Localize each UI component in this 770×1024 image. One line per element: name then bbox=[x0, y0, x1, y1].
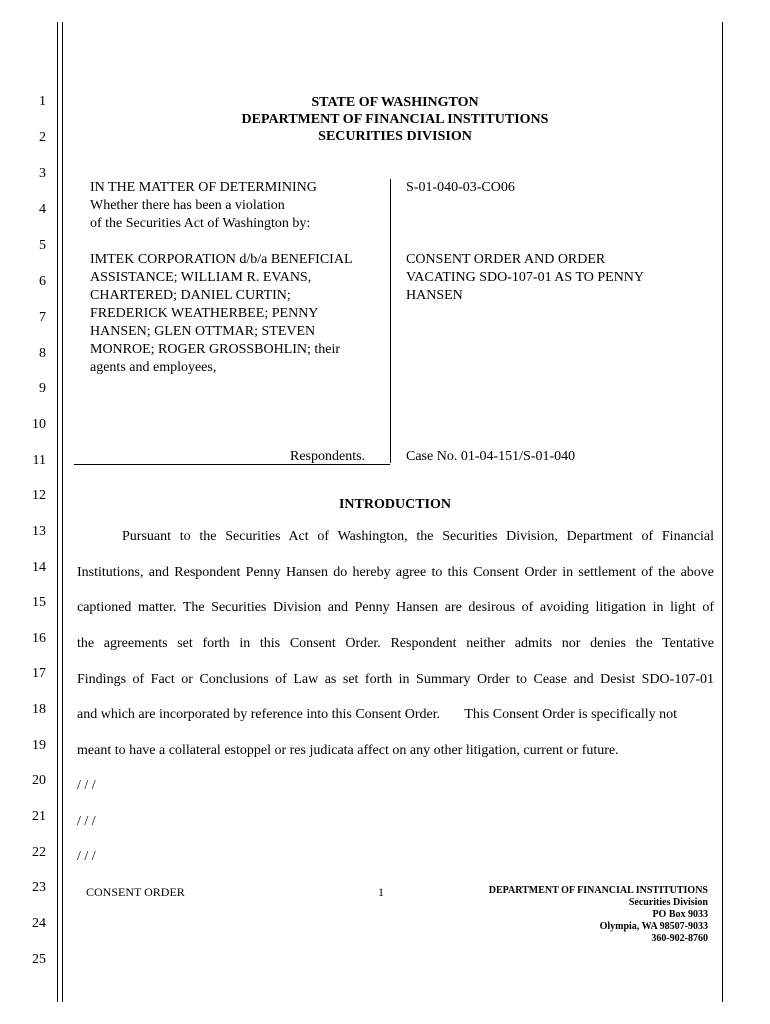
footer-address-line: 360-902-8760 bbox=[651, 933, 708, 944]
caption-text-line: agents and employees, bbox=[90, 360, 217, 375]
line-number: 25 bbox=[32, 952, 46, 967]
caption-text-line: CHARTERED; DANIEL CURTIN; bbox=[90, 288, 291, 303]
line-number: 9 bbox=[39, 381, 46, 396]
body-line: captioned matter. The Securities Division and Penny Hansen are desirous of avoiding litigation in light of bbox=[77, 600, 714, 615]
line-number: 1 bbox=[39, 94, 46, 109]
line-number: 22 bbox=[32, 845, 46, 860]
footer-address-line: Olympia, WA 98507-9033 bbox=[599, 921, 708, 932]
line-number: 12 bbox=[32, 488, 46, 503]
line-number: 23 bbox=[32, 880, 46, 895]
caption-text-line: FREDERICK WEATHERBEE; PENNY bbox=[90, 306, 319, 321]
caption-divider bbox=[390, 179, 391, 463]
line-number: 19 bbox=[32, 738, 46, 753]
body-line: Institutions, and Respondent Penny Hansen do hereby agree to this Consent Order in settlement of the above bbox=[77, 565, 714, 580]
caption-text-line: of the Securities Act of Washington by: bbox=[90, 216, 311, 231]
caption-text-line: HANSEN bbox=[406, 288, 463, 303]
line-number: 14 bbox=[32, 560, 46, 575]
line-number: 3 bbox=[39, 166, 46, 181]
line-number: 21 bbox=[32, 809, 46, 824]
caption-text-line: VACATING SDO-107-01 AS TO PENNY bbox=[406, 270, 645, 285]
line-number: 4 bbox=[39, 202, 46, 217]
caption-text-line: IN THE MATTER OF DETERMINING bbox=[90, 180, 317, 195]
matter-statement bbox=[90, 179, 317, 233]
footer-address-line: PO Box 9033 bbox=[652, 909, 708, 920]
caption-text-line: IMTEK CORPORATION d/b/a BENEFICIAL bbox=[90, 252, 353, 267]
line-number: 24 bbox=[32, 916, 46, 931]
line-number: 16 bbox=[32, 631, 46, 646]
footer-agency-address bbox=[489, 885, 708, 945]
body-line: Pursuant to the Securities Act of Washington, the Securities Division, Department of Financial bbox=[122, 529, 714, 544]
caption-text-line: HANSEN; GLEN OTTMAR; STEVEN bbox=[90, 324, 316, 339]
footer-address-line: Securities Division bbox=[628, 897, 708, 908]
line-number: 18 bbox=[32, 702, 46, 717]
line-number: 11 bbox=[32, 453, 46, 468]
order-title bbox=[406, 251, 644, 305]
line-number: 15 bbox=[32, 595, 46, 610]
body-line: and which are incorporated by reference into this Consent Order. This Consent Order is specifically not bbox=[77, 707, 678, 722]
line-number: 17 bbox=[32, 666, 46, 681]
continuation-mark: / / / bbox=[77, 814, 96, 829]
caption-text-line: Whether there has been a violation bbox=[90, 198, 285, 213]
caption-text-line: MONROE; ROGER GROSSBOHLIN; their bbox=[90, 342, 341, 357]
body-line: meant to have a collateral estoppel or res judicata affect on any other litigation, current or future. bbox=[77, 743, 619, 758]
line-number: 7 bbox=[39, 310, 46, 325]
heading-division: SECURITIES DIVISION bbox=[318, 129, 472, 144]
respondents-label: Respondents. bbox=[290, 449, 366, 464]
heading-department: DEPARTMENT OF FINANCIAL INSTITUTIONS bbox=[241, 112, 549, 127]
line-number: 8 bbox=[39, 346, 46, 361]
caption-text-line: CONSENT ORDER AND ORDER bbox=[406, 252, 606, 267]
footer-page-number: 1 bbox=[378, 885, 384, 899]
body-line: Findings of Fact or Conclusions of Law as set forth in Summary Order to Cease and Desist SDO-107-01 bbox=[77, 672, 714, 687]
respondent-parties bbox=[90, 251, 353, 377]
line-number: 10 bbox=[32, 417, 46, 432]
body-line: the agreements set forth in this Consent Order. Respondent neither admits nor denies the Tentative bbox=[77, 636, 714, 651]
docket-number: S-01-040-03-CO06 bbox=[406, 180, 515, 195]
line-number: 6 bbox=[39, 274, 46, 289]
line-number: 2 bbox=[39, 130, 46, 145]
footer-address-line: DEPARTMENT OF FINANCIAL INSTITUTIONS bbox=[488, 885, 708, 896]
case-number: Case No. 01-04-151/S-01-040 bbox=[406, 449, 576, 464]
section-title: INTRODUCTION bbox=[338, 497, 451, 512]
caption-text-line: ASSISTANCE; WILLIAM R. EVANS, bbox=[90, 270, 312, 285]
line-number: 5 bbox=[39, 238, 46, 253]
caption-bottom-rule bbox=[74, 464, 390, 465]
line-number: 20 bbox=[32, 773, 46, 788]
footer-document-title: CONSENT ORDER bbox=[86, 885, 185, 899]
continuation-mark: / / / bbox=[77, 778, 96, 793]
heading-state: STATE OF WASHINGTON bbox=[311, 95, 479, 110]
line-number: 13 bbox=[32, 524, 46, 539]
continuation-mark: / / / bbox=[77, 849, 96, 864]
